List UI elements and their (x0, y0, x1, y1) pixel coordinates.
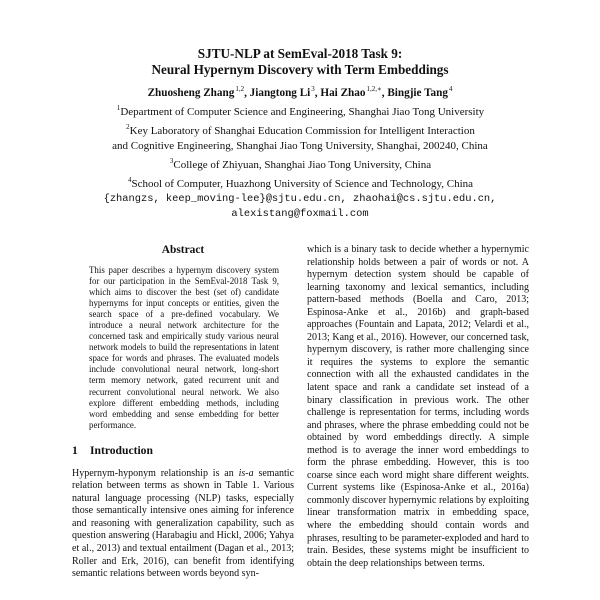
title-line-1: SJTU-NLP at SemEval-2018 Task 9: (197, 46, 403, 61)
affiliation (0, 120, 600, 139)
left-column (72, 243, 294, 581)
abstract-heading: Abstract (161, 244, 205, 256)
section-title: Introduction (90, 443, 153, 457)
right-column (307, 244, 529, 570)
author-affiliation-marker: 4 (448, 85, 453, 93)
author-emails (0, 192, 600, 222)
affiliation (0, 154, 600, 173)
author-affiliation-marker: 1,2 (235, 85, 245, 93)
author-name: Zhuosheng Zhang (147, 87, 235, 99)
affiliation-text: School of Computer, Huazhong University of Science and Technology, China (131, 178, 474, 190)
section-heading-introduction (72, 444, 294, 458)
author-affiliation-marker: 1,2,∗ (366, 85, 382, 93)
section-number: 1 (72, 443, 78, 457)
affiliation (0, 139, 600, 154)
author-list: Zhuosheng Zhang$^{1,2}$, Jiangtong Li$^3$, Hai Zhao$^{1,2,∗}$, Bingjie Tang$^4$ (147, 85, 453, 99)
author-name: Bingjie Tang (387, 87, 448, 99)
intro-text-rest: semantic relation between terms as shown in Table 1. Various natural language processing (NLP) tasks, especially those semantically intensive ones aiming for inference and reasoning with generalization capability, such as question answering (Harabagiu and Hickl, 2006; Yahya et al., 2013) and textual entailment (Dagan et al., 2013; Roller and Erk, 2016), can benefit from identifying semantic relations between words beyond syn- (72, 467, 295, 580)
author-name: Jiangtong Li (249, 87, 311, 99)
right-column-paragraph: which is a binary task to decide whether a hypernymic relationship holds between a pair of words or not. A hypernym detection system should be capable of learning taxonomy and lexical semantics, including pattern-based methods (Boella and Caro, 2013; Espinosa-Anke et al., 2016b) and graph-based approaches (Fountain and Lapata, 2012; Velardi et al., 2013; Kang et al., 2016). However, our concerned task, hypernym discovery, is rather more challenging since it requires the systems to explore the semantic connection with all the exhausted candidates in the latent space and rank a candidate set instead of a binary classification in previous work. The other challenge is representation for terms, including words and phrases, where the phrase embedding could not be obtained by word embeddings directly. A simple method is to average the inner word embeddings to form the phrase embedding. However, this is too coarse since each word might share different weights. Current systems like (Espinosa-Anke et al., 2016a) commonly discover hypernymic relations by exploiting linear transformation matrix in embedding space, where the embedding should contain words and phrases, resulting to be parameter-exploded and hard to train. Besides, these systems might be insufficient to obtain the deep relationships between terms. (307, 244, 529, 569)
affiliation-text: College of Zhiyuan, Shanghai Jiao Tong University, China (173, 159, 432, 171)
title-line-2: Neural Hypernym Discovery with Term Embeddings (151, 62, 449, 77)
affiliation (0, 101, 600, 120)
abstract-text: This paper describes a hypernym discovery system for our participation in the SemEval-2018 Task 9, which aims to discover the best (set of) candidate hypernyms for input concepts or entities, given the search space of a pre-defined vocabulary. We introduce a neural network architecture for the concerned task and empirically study various neural network models to build the representations in latent space for words and phrases. The evaluated models include convolutional neural network, long-short term memory network, gated recurrent unit and recurrent convolutional neural network. We also explore different embedding methods, including word embedding and sense embedding for better performance. (89, 265, 279, 430)
intro-emphasis: is-a (238, 467, 254, 479)
affiliation-marker: 2 (126, 123, 130, 131)
email-line-2: alexistang@foxmail.com (231, 208, 369, 220)
intro-paragraph (72, 468, 294, 581)
author-name: Hai Zhao (320, 87, 366, 99)
affiliation-marker: 4 (127, 176, 132, 184)
affiliation-text: Key Laboratory of Shanghai Education Commission for Intelligent Interaction (129, 125, 475, 137)
affiliation-marker: 3 (169, 157, 174, 165)
paper-header (0, 46, 600, 222)
affiliation (0, 173, 600, 192)
paper-title (0, 46, 600, 78)
affiliation-text: Department of Computer Science and Engineering, Shanghai Jiao Tong University (120, 106, 485, 118)
intro-text-start: Hypernym-hyponym relationship is an (72, 467, 239, 479)
author-affiliation-marker: 3 (311, 85, 315, 93)
affiliation-marker: 1 (116, 104, 121, 112)
email-line-1: {zhangzs, keep_moving-lee}@sjtu.edu.cn, zhaohai@cs.sjtu.edu.cn, (103, 193, 497, 205)
affiliation-text: and Cognitive Engineering, Shanghai Jiao Tong University, Shanghai, 200240, China (112, 140, 488, 152)
